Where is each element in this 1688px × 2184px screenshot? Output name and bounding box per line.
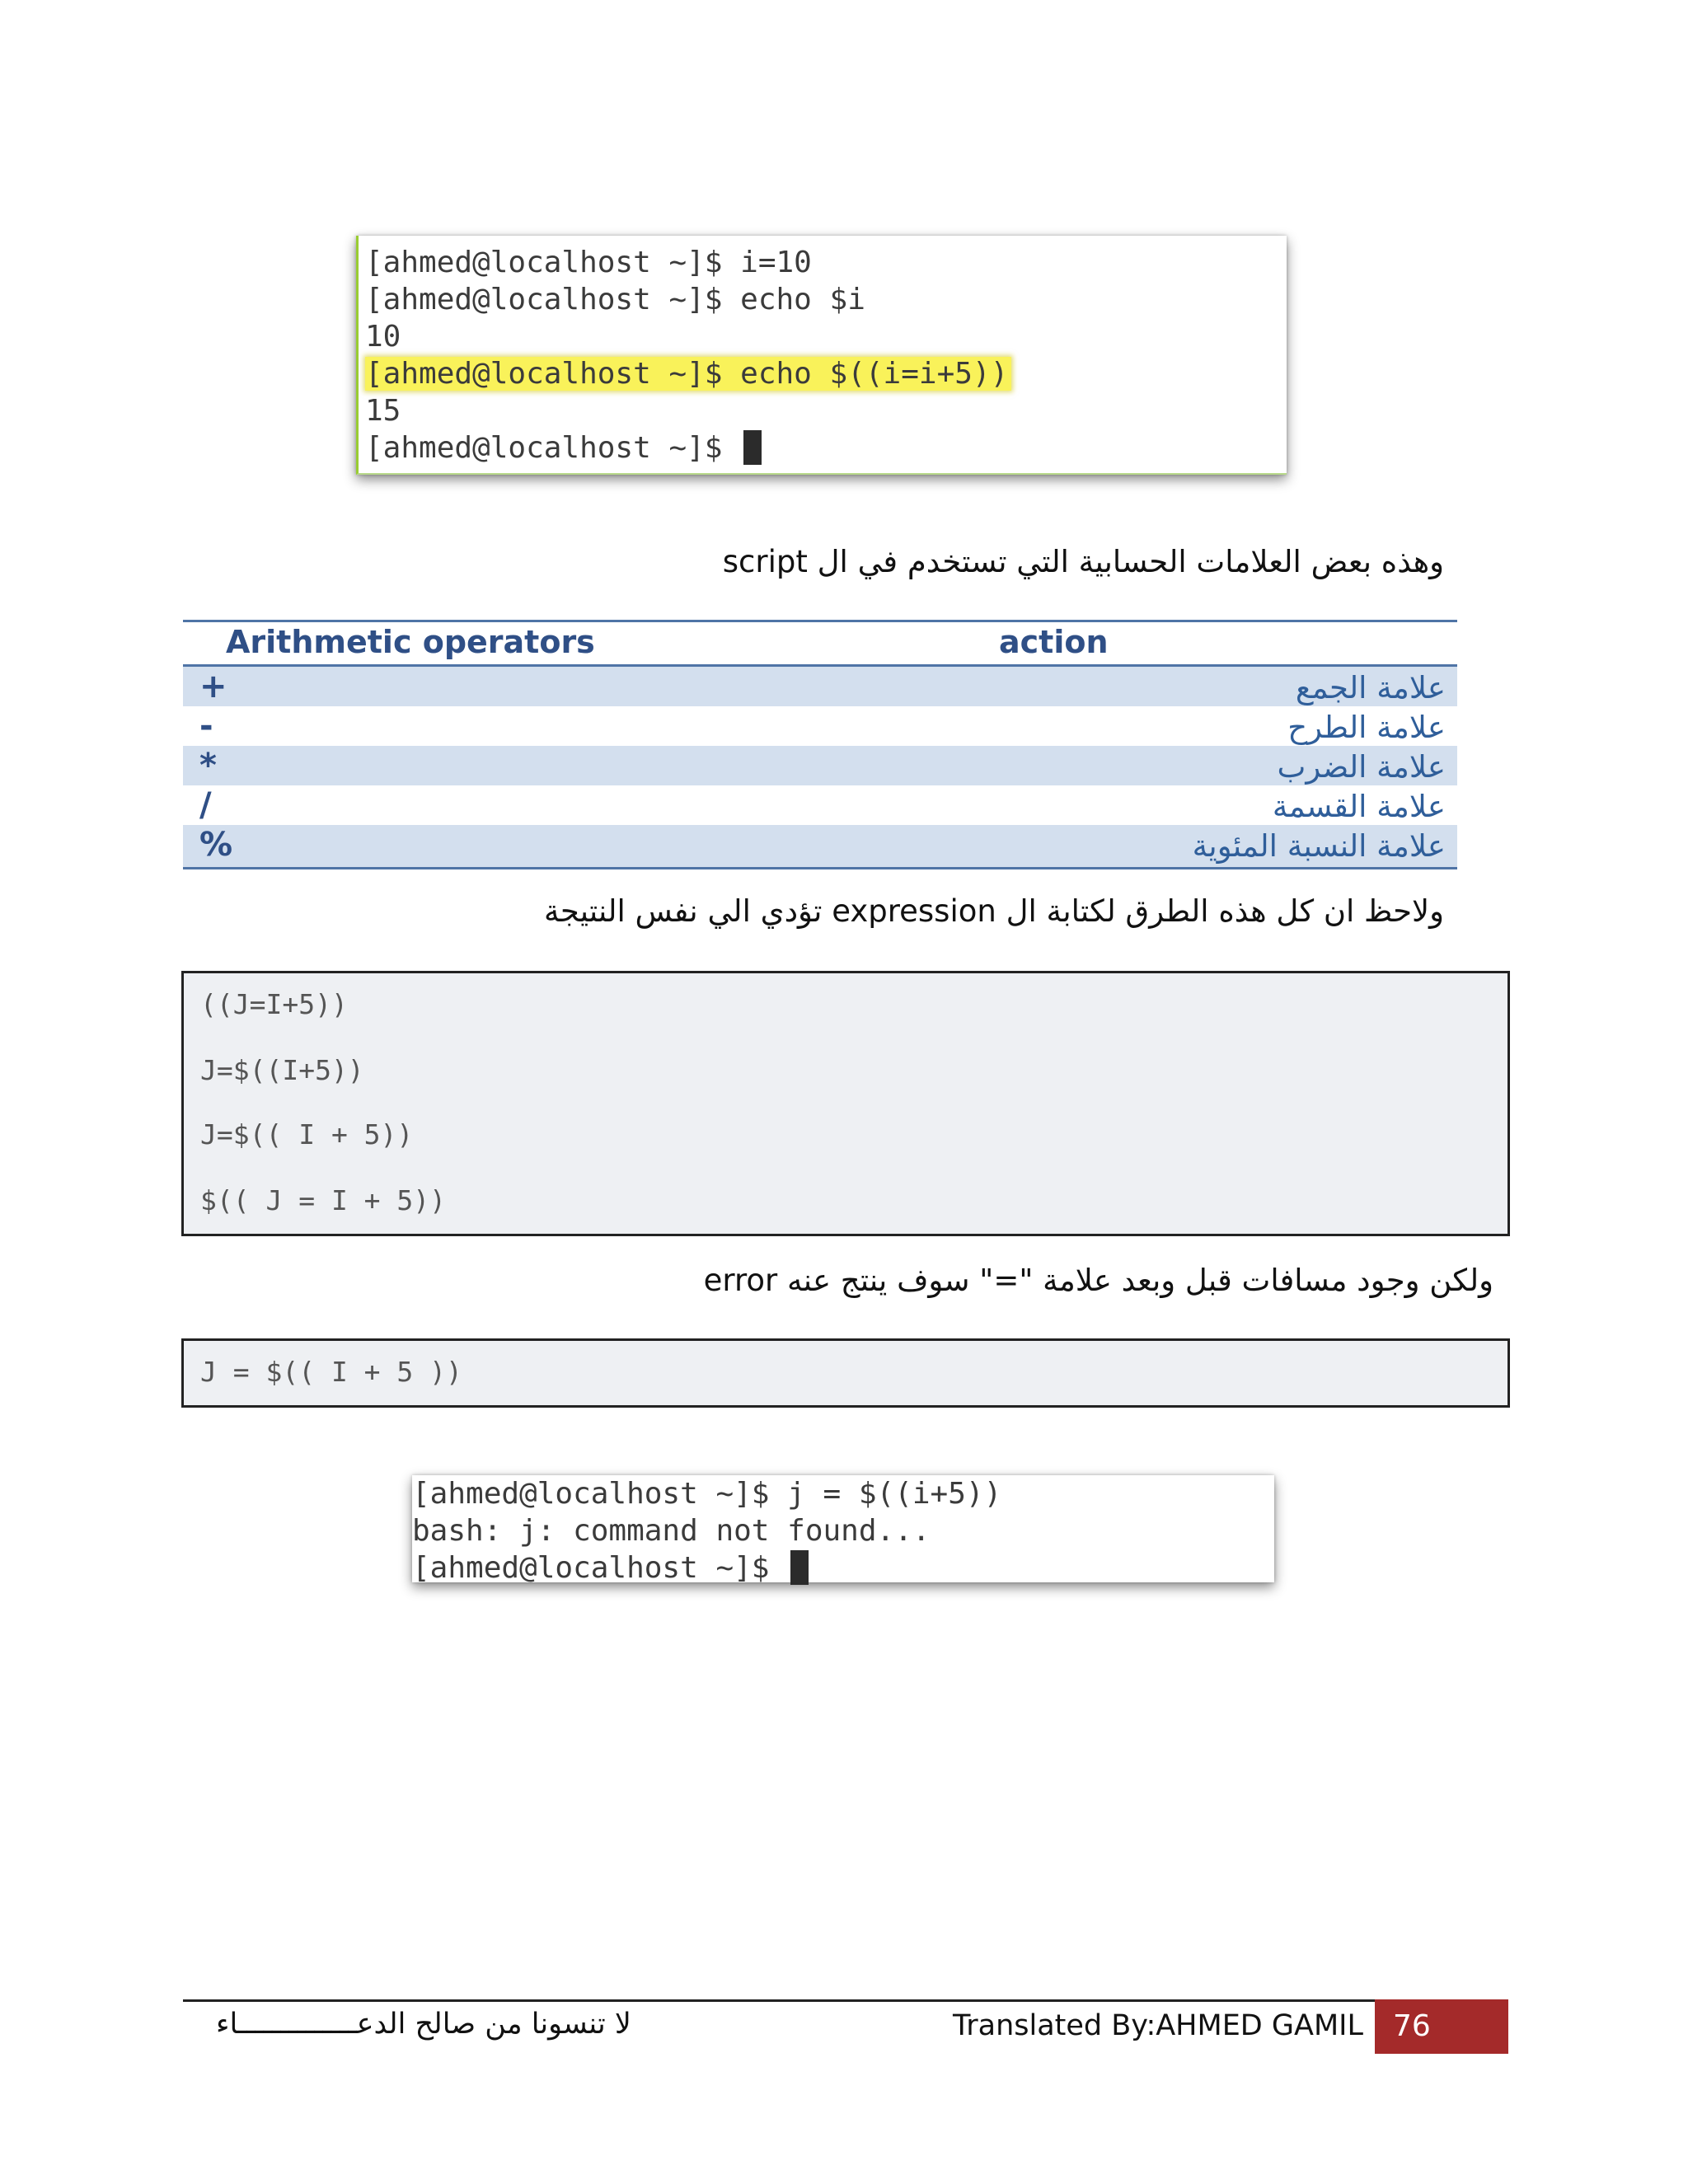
terminal-prompt: [ahmed@localhost ~]$ xyxy=(412,1551,788,1585)
code-line: $(( J = I + 5)) xyxy=(200,1184,447,1216)
page-number-badge: 76 xyxy=(1375,1999,1508,2054)
terminal-prompt-line xyxy=(365,429,762,466)
code-line: J = $(( I + 5 )) xyxy=(200,1356,462,1388)
table-row xyxy=(183,706,1457,746)
footer-rule xyxy=(183,1999,1507,2002)
terminal-line: [ahmed@localhost ~]$ echo $i xyxy=(365,283,865,316)
action-cell: علامة الضرب xyxy=(1277,749,1446,785)
error-code-box xyxy=(181,1338,1510,1408)
cursor-block xyxy=(790,1550,809,1585)
action-cell: علامة النسبة المئوية xyxy=(1192,828,1446,864)
table-bottom-rule xyxy=(183,867,1457,869)
terminal-line: [ahmed@localhost ~]$ i=10 xyxy=(365,246,812,279)
operator-cell: / xyxy=(199,786,212,824)
footer-arabic-text: لا تنسونا من صالح الدعــــــــــــــاء xyxy=(216,2008,631,2041)
action-cell: علامة القسمة xyxy=(1272,789,1446,824)
table-top-rule xyxy=(183,620,1457,622)
action-cell: علامة الطرح xyxy=(1287,710,1446,745)
code-examples-box xyxy=(181,971,1510,1236)
table-row xyxy=(183,825,1457,867)
terminal-screenshot-1 xyxy=(356,236,1287,475)
note-paragraph: ولاحظ ان كل هذه الطرق لكتابة ال expression تؤدي الي نفس النتيجة xyxy=(543,893,1444,929)
code-line: J=$((I+5)) xyxy=(200,1054,364,1086)
code-line: ((J=I+5)) xyxy=(200,988,348,1020)
warning-paragraph: ولكن وجود مسافات قبل وبعد علامة "=" سوف ينتج عنه error xyxy=(703,1263,1493,1298)
terminal-prompt-line xyxy=(412,1549,809,1586)
table-row xyxy=(183,746,1457,785)
terminal-line: [ahmed@localhost ~]$ j = $((i+5)) xyxy=(412,1477,1002,1511)
terminal-line: bash: j: command not found... xyxy=(412,1514,931,1548)
table-row xyxy=(183,667,1457,706)
intro-paragraph: وهذه بعض العلامات الحسابية التي تستخدم في ال script xyxy=(722,544,1444,579)
operator-cell: - xyxy=(199,707,213,745)
terminal-line-highlighted xyxy=(365,355,1011,392)
terminal-line: 10 xyxy=(365,320,401,354)
operator-cell: % xyxy=(199,826,233,864)
code-line: J=$(( I + 5)) xyxy=(200,1118,414,1151)
action-cell: علامة الجمع xyxy=(1295,670,1446,705)
terminal-line: 15 xyxy=(365,394,401,428)
table-header-operators: Arithmetic operators xyxy=(226,624,595,660)
operator-cell: * xyxy=(199,747,217,785)
highlighted-command: [ahmed@localhost ~]$ echo $((i=i+5)) xyxy=(365,357,1011,391)
table-header-action: action xyxy=(999,624,1109,660)
terminal-screenshot-2 xyxy=(412,1475,1274,1585)
cursor-block xyxy=(743,430,762,465)
footer-translator: Translated By:AHMED GAMIL xyxy=(953,2009,1363,2042)
terminal-prompt: [ahmed@localhost ~]$ xyxy=(365,431,741,465)
operator-cell: + xyxy=(199,668,227,705)
table-row xyxy=(183,785,1457,825)
